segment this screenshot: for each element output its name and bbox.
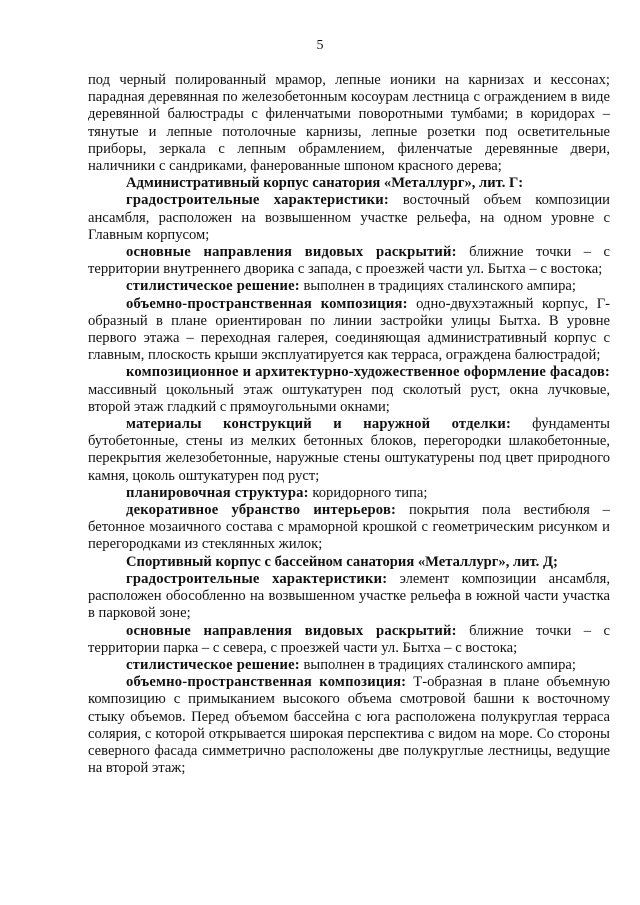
term-description: ближние точки – с территории парка – с севера, с проезжей части ул. Бытха – с востока; bbox=[88, 622, 610, 656]
paragraph-spatial-composition bbox=[88, 674, 610, 777]
term-label: стилистическое решение: bbox=[126, 656, 300, 673]
term-description: выполнен в традициях сталинского ампира; bbox=[299, 278, 576, 295]
term-description: элемент композиции ансамбля, расположен обособленно на возвышенном участке рельефа в южной части участка в парковой зоне; bbox=[88, 570, 610, 622]
section-heading-admin-building: Административный корпус санатория «Металлург», лит. Г: bbox=[126, 175, 524, 192]
paragraph-materials bbox=[88, 416, 610, 485]
term-description: одно-двухэтажный корпус, Г-образный в плане ориентирован по линии застройки улицы Бытха. В уровне первого этажа – переходная галерея, соединяющая административный корпус с главным, плоскость крыши эксплуатируется как терраса, ограждена балюстрадой; bbox=[88, 295, 610, 364]
term-label: планировочная структура: bbox=[126, 484, 309, 501]
paragraph-interior-decoration bbox=[88, 502, 610, 554]
paragraph-spatial-composition bbox=[88, 296, 610, 365]
term-description: ближние точки – с территории внутреннего дворика с запада, с проезжей части ул. Бытха – с востока; bbox=[88, 244, 610, 278]
term-label: градостроительные характеристики: bbox=[126, 192, 389, 209]
term-label: градостроительные характеристики: bbox=[126, 570, 388, 587]
paragraph-urban-characteristics bbox=[88, 571, 610, 623]
term-label: композиционное и архитектурно-художественное оформление фасадов: bbox=[126, 364, 610, 381]
page-number: 5 bbox=[316, 38, 324, 53]
term-label: основные направления видовых раскрытий: bbox=[126, 622, 457, 639]
term-description: Т-образная в плане объемную композицию с примыканием высокого объема смотровой башни к восточному стыку объемов. Перед объемом бассейна с юга расположена полукруглая терраса солярия, с которой открывается широкая перспектива с видом на море. Со стороны северного фасада симметрично расположены две полукруглые лестницы, ведущие на второй этаж; bbox=[88, 674, 610, 777]
term-label: объемно-пространственная композиция: bbox=[126, 295, 408, 312]
term-description: выполнен в традициях сталинского ампира; bbox=[299, 656, 576, 673]
term-description: фундаменты бутобетонные, стены из мелких бетонных блоков, перегородки шлакобетонные, перекрытия железобетонные, наружные стены оштукатурены под цвет природного камня, цоколь оштукатурен под руст; bbox=[88, 416, 610, 484]
term-description: массивный цокольный этаж оштукатурен под сколотый руст, окна лучковые, второй этаж гладкий с прямоугольными окнами; bbox=[88, 381, 610, 415]
term-label: объемно-пространственная композиция: bbox=[126, 674, 407, 691]
paragraph-stylistic-solution bbox=[88, 278, 610, 295]
paragraph-urban-characteristics bbox=[88, 192, 610, 244]
term-label: материалы конструкций и наружной отделки: bbox=[126, 416, 512, 433]
term-label: стилистическое решение: bbox=[126, 278, 300, 295]
document-body bbox=[88, 72, 610, 777]
term-label: основные направления видовых раскрытий: bbox=[126, 244, 457, 261]
paragraph-stylistic-solution bbox=[88, 657, 610, 674]
term-label: декоративное убранство интерьеров: bbox=[126, 502, 397, 519]
paragraph-facade-decoration bbox=[88, 364, 610, 416]
paragraph-view-directions bbox=[88, 623, 610, 657]
section-heading-sports-building: Спортивный корпус с бассейном санатория «Металлург», лит. Д; bbox=[126, 553, 558, 570]
paragraph-view-directions bbox=[88, 244, 610, 278]
term-description: восточный объем композиции ансамбля, расположен на возвышенном участке рельефа, на одном уровне с Главным корпусом; bbox=[88, 192, 610, 243]
term-description: покрытия пола вестибюля – бетонное мозаичного состава с мраморной крошкой с геометрическим рисунком и перегородками из стеклянных жилок; bbox=[88, 502, 610, 553]
paragraph-continuation: под черный полированный мрамор, лепные ионики на карнизах и кессонах; парадная деревянная по железобетонным косоурам лестница с ограждением в виде деревянной балюстрады с филенчатыми поворотными тумбами; в коридорах – тянутые и лепные потолочные карнизы, лепные розетки под осветительные приборы, зеркала с лепным обрамлением, филенчатые деревянные двери, наличники с сандриками, фанерованные шпоном красного дерева; bbox=[88, 72, 610, 175]
paragraph-planning-structure bbox=[88, 485, 610, 502]
term-description: коридорного типа; bbox=[308, 484, 428, 501]
